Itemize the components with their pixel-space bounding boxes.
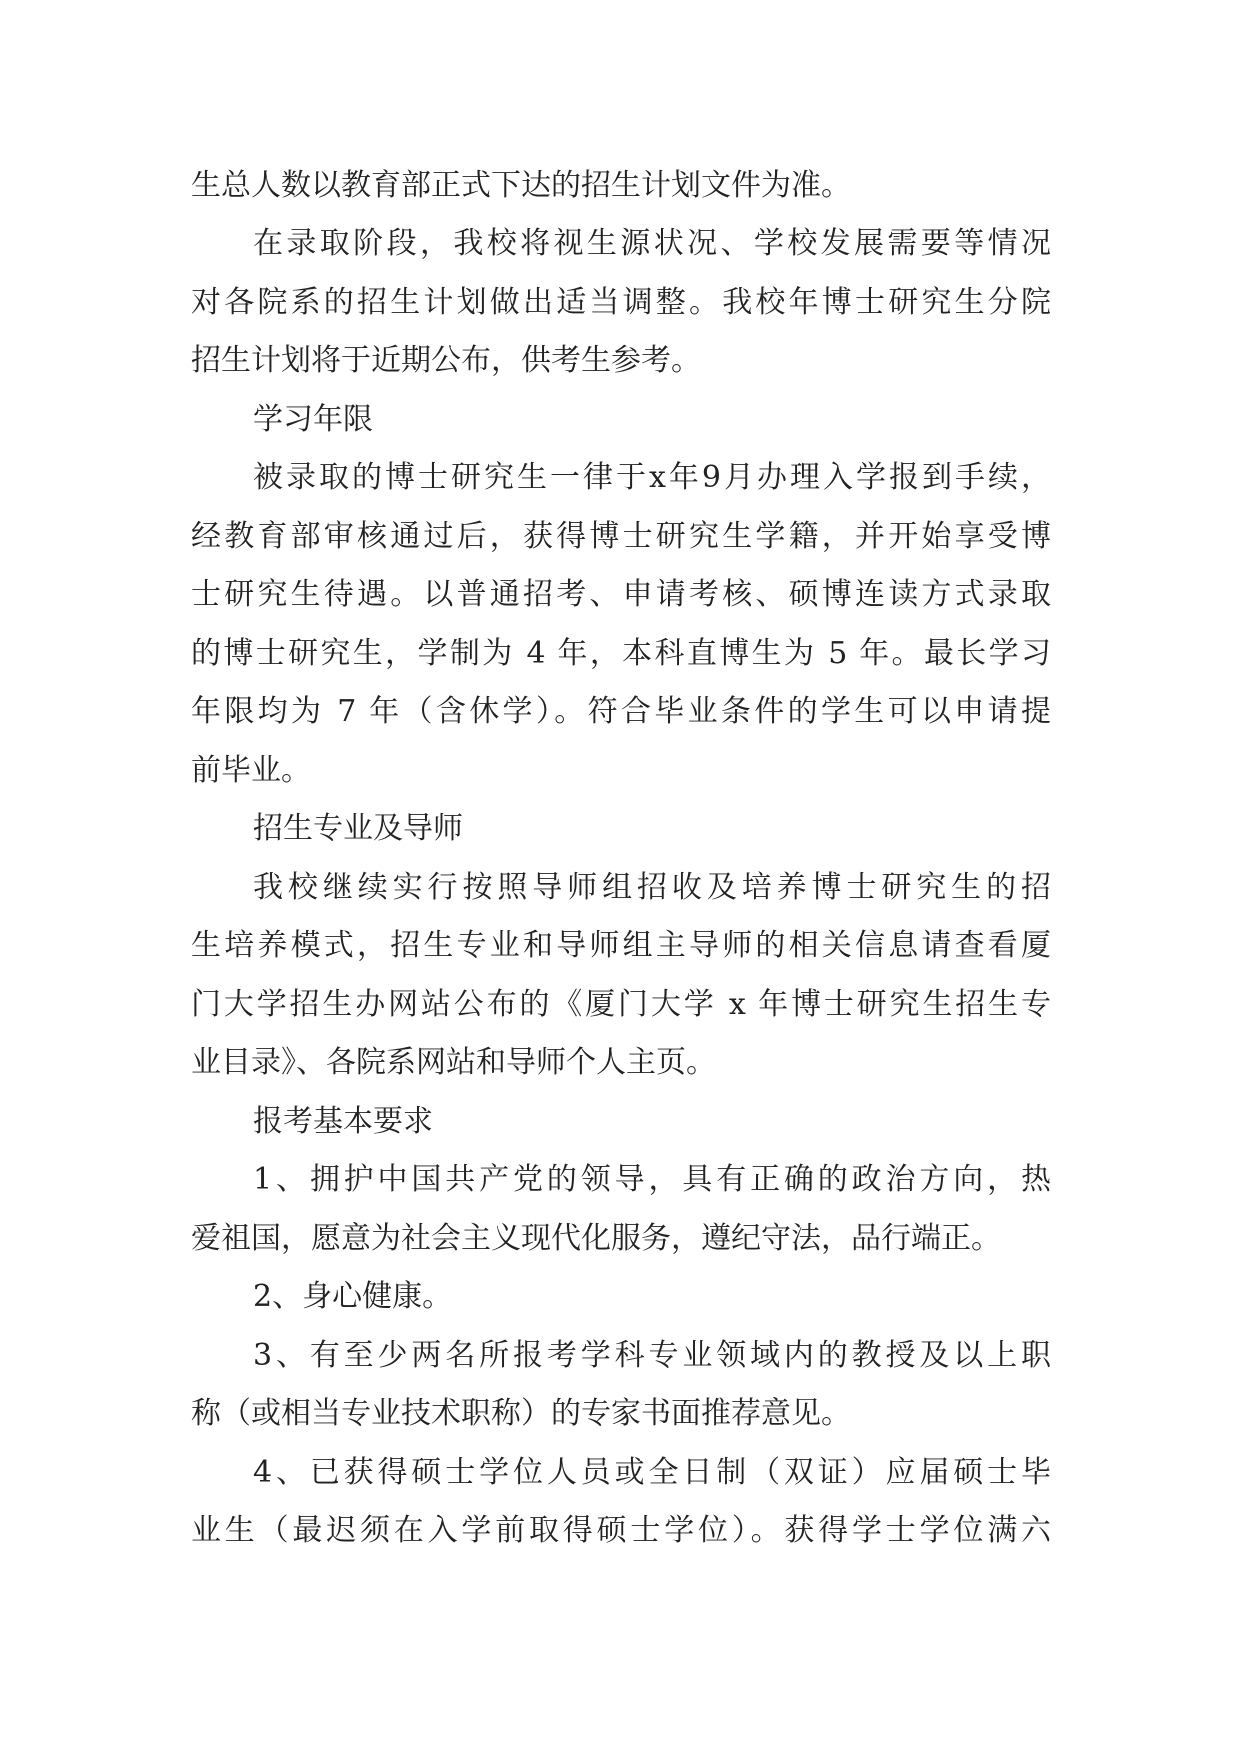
text-line: 前毕业。 (191, 753, 311, 788)
text-line: 生培养模式，招生专业和导师组主导师的相关信息请查看厦 (191, 928, 1051, 963)
section-heading: 学习年限 (253, 402, 373, 437)
text-line: 生总人数以教育部正式下达的招生计划文件为准。 (191, 168, 851, 203)
section-heading: 报考基本要求 (253, 1104, 433, 1139)
text-line: 经教育部审核通过后，获得博士研究生学籍，并开始享受博 (191, 519, 1051, 554)
paragraph-line: 在录取阶段，我校将视生源状况、学校发展需要等情况 (253, 226, 1051, 261)
paragraph-line: 被录取的博士研究生一律于x年9月办理入学报到手续， (253, 460, 1051, 495)
text-line: 爱祖国，愿意为社会主义现代化服务，遵纪守法，品行端正。 (191, 1221, 1001, 1256)
text-line: 业目录》、各院系网站和导师个人主页。 (191, 1045, 716, 1080)
section-heading: 招生专业及导师 (253, 811, 463, 846)
list-item-line: 4、已获得硕士学位人员或全日制（双证）应届硕士毕 (253, 1455, 1051, 1490)
list-item-line: 2、身心健康。 (253, 1279, 453, 1314)
text-line: 门大学招生办网站公布的《厦门大学 x 年博士研究生招生专 (191, 987, 1051, 1022)
text-line: 招生计划将于近期公布，供考生参考。 (191, 343, 701, 378)
list-item-line: 3、有至少两名所报考学科专业领域内的教授及以上职 (253, 1338, 1051, 1373)
text-line: 士研究生待遇。以普通招考、申请考核、硕博连读方式录取 (191, 577, 1051, 612)
text-line: 的博士研究生，学制为 4 年，本科直博生为 5 年。最长学习 (191, 636, 1051, 671)
text-line: 年限均为 7 年（含休学）。符合毕业条件的学生可以申请提 (191, 694, 1051, 729)
list-item-line: 1、拥护中国共产党的领导，具有正确的政治方向，热 (253, 1162, 1051, 1197)
text-line: 对各院系的招生计划做出适当调整。我校年博士研究生分院 (191, 285, 1051, 320)
paragraph-line: 我校继续实行按照导师组招收及培养博士研究生的招 (253, 870, 1051, 905)
text-line: 业生（最迟须在入学前取得硕士学位）。获得学士学位满六 (191, 1513, 1051, 1548)
text-line: 称（或相当专业技术职称）的专家书面推荐意见。 (191, 1396, 851, 1431)
